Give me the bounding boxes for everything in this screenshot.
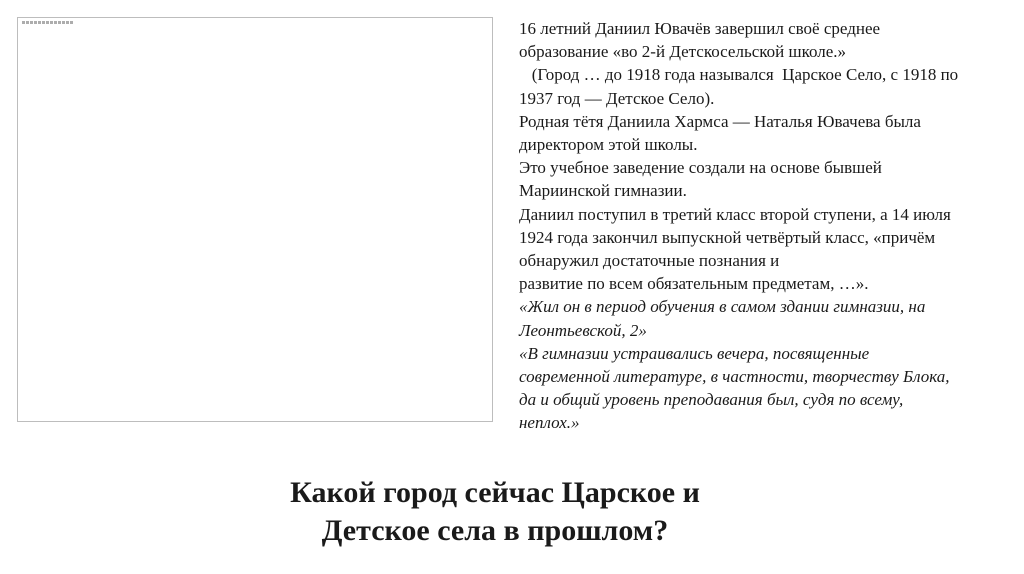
text-line: директором этой школы. xyxy=(519,135,698,155)
text-line: (Город … до 1918 года назывался Царское Село, с 1918 по xyxy=(519,65,959,85)
question-heading xyxy=(0,474,990,550)
text-line: Это учебное заведение создали на основе бывшей xyxy=(519,158,882,178)
text-line: Мариинской гимназии. xyxy=(519,181,687,201)
quote-line: современной литературе, в частности, творчеству Блока, xyxy=(519,367,950,387)
quote-line: «Жил он в период обучения в самом здании гимназии, на xyxy=(519,297,926,317)
question-line: Детское села в прошлом? xyxy=(321,514,669,547)
slide-text-block xyxy=(519,17,1014,435)
text-line: образование «во 2-й Детскосельской школе.» xyxy=(519,42,847,62)
quote-line: неплох.» xyxy=(519,413,580,433)
image-placeholder xyxy=(17,17,493,422)
text-line: 1924 года закончил выпускной четвёртый класс, «причём xyxy=(519,227,936,247)
text-line: 16 летний Даниил Ювачёв завершил своё среднее xyxy=(519,19,881,38)
quote-line: «В гимназии устраивались вечера, посвященные xyxy=(519,343,870,363)
image-caption-mark xyxy=(22,21,74,24)
quote-line: Леонтьевской, 2» xyxy=(519,320,647,340)
text-line: обнаружил достаточные познания и xyxy=(519,251,780,271)
text-line: 1937 год — Детское Село). xyxy=(519,88,715,108)
quote-line: да и общий уровень преподавания был, судя по всему, xyxy=(519,390,904,410)
text-line: развитие по всем обязательным предметам, …». xyxy=(519,274,869,294)
question-line: Какой город сейчас Царское и xyxy=(290,476,700,509)
text-line: Родная тётя Даниила Хармса — Наталья Ювачева была xyxy=(519,111,921,131)
text-line: Даниил поступил в третий класс второй ступени, а 14 июля xyxy=(519,204,951,224)
